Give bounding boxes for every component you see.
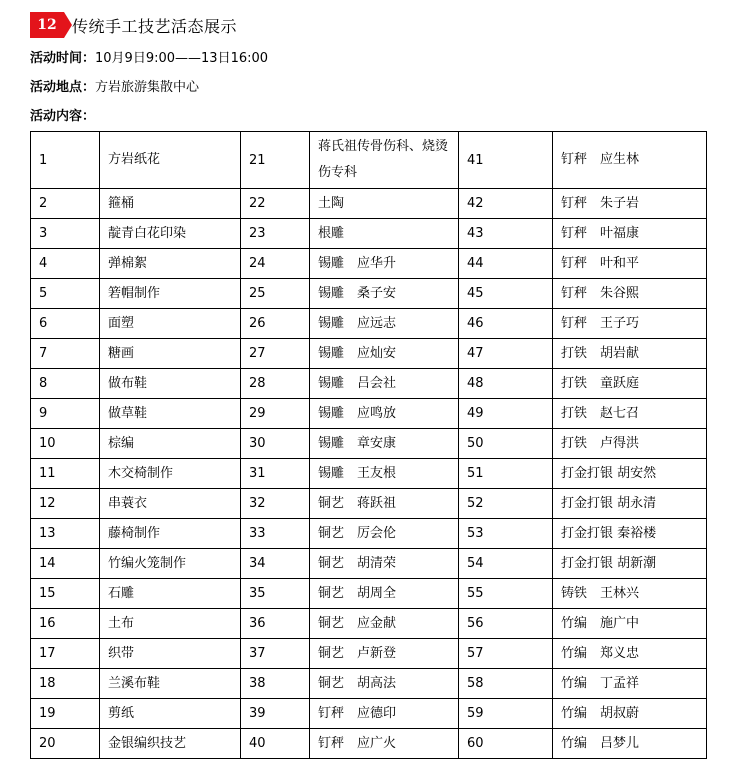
item-number: 55 — [459, 579, 553, 609]
item-number: 29 — [241, 399, 310, 429]
activity-place — [30, 79, 199, 97]
item-number: 2 — [31, 189, 100, 219]
item-name: 锡雕 吕会社 — [310, 369, 459, 399]
item-number: 28 — [241, 369, 310, 399]
item-name: 钉秤 叶福康 — [553, 219, 707, 249]
table-row — [31, 459, 707, 489]
item-number: 33 — [241, 519, 310, 549]
item-name: 箬帽制作 — [100, 279, 241, 309]
item-number: 27 — [241, 339, 310, 369]
table-row — [31, 189, 707, 219]
item-name: 木交椅制作 — [100, 459, 241, 489]
item-name: 钉秤 应生林 — [553, 132, 707, 189]
table-row — [31, 519, 707, 549]
item-name: 铜艺 卢新登 — [310, 639, 459, 669]
item-name: 打金打银 胡新潮 — [553, 549, 707, 579]
item-name: 钉秤 朱子岩 — [553, 189, 707, 219]
item-name: 竹编火笼制作 — [100, 549, 241, 579]
item-number: 6 — [31, 309, 100, 339]
item-name: 钉秤 应德印 — [310, 699, 459, 729]
item-number: 44 — [459, 249, 553, 279]
item-name: 串蓑衣 — [100, 489, 241, 519]
item-name: 打铁 童跃庭 — [553, 369, 707, 399]
activity-content-label: 活动内容： — [30, 109, 96, 124]
item-number: 4 — [31, 249, 100, 279]
table-row — [31, 429, 707, 459]
item-number: 16 — [31, 609, 100, 639]
item-number: 18 — [31, 669, 100, 699]
item-name: 靛青白花印染 — [100, 219, 241, 249]
item-name: 铸铁 王林兴 — [553, 579, 707, 609]
activity-place-label: 活动地点： — [30, 80, 96, 95]
item-name: 打金打银 秦裕楼 — [553, 519, 707, 549]
item-number: 3 — [31, 219, 100, 249]
table-row — [31, 399, 707, 429]
item-name: 弹棉絮 — [100, 249, 241, 279]
item-name: 锡雕 章安康 — [310, 429, 459, 459]
item-number: 38 — [241, 669, 310, 699]
item-name: 钉秤 朱谷熙 — [553, 279, 707, 309]
item-name: 土布 — [100, 609, 241, 639]
item-name: 兰溪布鞋 — [100, 669, 241, 699]
item-name: 钉秤 王子巧 — [553, 309, 707, 339]
item-number: 17 — [31, 639, 100, 669]
item-name: 藤椅制作 — [100, 519, 241, 549]
item-name: 锡雕 应华升 — [310, 249, 459, 279]
item-name: 棕编 — [100, 429, 241, 459]
table-row — [31, 249, 707, 279]
item-name: 钉秤 叶和平 — [553, 249, 707, 279]
item-number: 50 — [459, 429, 553, 459]
item-number: 52 — [459, 489, 553, 519]
item-number: 7 — [31, 339, 100, 369]
table-row — [31, 549, 707, 579]
item-number: 57 — [459, 639, 553, 669]
item-number: 10 — [31, 429, 100, 459]
table-row — [31, 699, 707, 729]
item-number: 42 — [459, 189, 553, 219]
item-name: 打金打银 胡安然 — [553, 459, 707, 489]
section-header — [30, 12, 237, 38]
item-number: 13 — [31, 519, 100, 549]
item-name: 金银编织技艺 — [100, 729, 241, 759]
table-row — [31, 639, 707, 669]
item-number: 47 — [459, 339, 553, 369]
item-number: 45 — [459, 279, 553, 309]
item-number: 34 — [241, 549, 310, 579]
item-name: 竹编 施广中 — [553, 609, 707, 639]
section-number-badge — [30, 12, 72, 38]
item-name: 铜艺 蒋跃祖 — [310, 489, 459, 519]
item-number: 48 — [459, 369, 553, 399]
item-name: 竹编 胡叔蔚 — [553, 699, 707, 729]
item-number: 41 — [459, 132, 553, 189]
item-number: 21 — [241, 132, 310, 189]
item-number: 12 — [31, 489, 100, 519]
item-name: 锡雕 应远志 — [310, 309, 459, 339]
item-number: 54 — [459, 549, 553, 579]
item-name: 打金打银 胡永清 — [553, 489, 707, 519]
item-name: 铜艺 胡周全 — [310, 579, 459, 609]
item-number: 43 — [459, 219, 553, 249]
item-name: 做布鞋 — [100, 369, 241, 399]
item-number: 19 — [31, 699, 100, 729]
item-name: 做草鞋 — [100, 399, 241, 429]
item-name: 锡雕 应鸣放 — [310, 399, 459, 429]
item-number: 46 — [459, 309, 553, 339]
activity-place-value: 方岩旅游集散中心 — [95, 80, 200, 95]
activity-table-body — [31, 132, 707, 759]
item-number: 26 — [241, 309, 310, 339]
item-number: 22 — [241, 189, 310, 219]
item-number: 31 — [241, 459, 310, 489]
item-number: 53 — [459, 519, 553, 549]
item-number: 5 — [31, 279, 100, 309]
item-name: 打铁 胡岩献 — [553, 339, 707, 369]
item-number: 8 — [31, 369, 100, 399]
item-number: 56 — [459, 609, 553, 639]
item-number: 15 — [31, 579, 100, 609]
table-row — [31, 489, 707, 519]
table-row — [31, 729, 707, 759]
item-number: 11 — [31, 459, 100, 489]
item-number: 9 — [31, 399, 100, 429]
item-name: 织带 — [100, 639, 241, 669]
activity-time — [30, 50, 268, 68]
table-row — [31, 279, 707, 309]
item-number: 37 — [241, 639, 310, 669]
table-row — [31, 309, 707, 339]
activity-time-label: 活动时间： — [30, 51, 96, 66]
item-name: 土陶 — [310, 189, 459, 219]
table-row — [31, 132, 707, 189]
item-name: 打铁 卢得洪 — [553, 429, 707, 459]
item-name: 铜艺 胡清荣 — [310, 549, 459, 579]
item-number: 40 — [241, 729, 310, 759]
table-row — [31, 219, 707, 249]
item-number: 32 — [241, 489, 310, 519]
item-name: 竹编 丁孟祥 — [553, 669, 707, 699]
item-name: 剪纸 — [100, 699, 241, 729]
item-number: 14 — [31, 549, 100, 579]
item-name: 蒋氏祖传骨伤科、烧烫伤专科 — [310, 132, 459, 189]
activity-table — [30, 131, 707, 759]
item-name: 铜艺 厉会伦 — [310, 519, 459, 549]
item-number: 25 — [241, 279, 310, 309]
table-row — [31, 369, 707, 399]
item-number: 49 — [459, 399, 553, 429]
item-number: 24 — [241, 249, 310, 279]
item-number: 59 — [459, 699, 553, 729]
activity-content — [30, 108, 95, 126]
item-name: 面塑 — [100, 309, 241, 339]
table-row — [31, 669, 707, 699]
item-name: 钉秤 应广火 — [310, 729, 459, 759]
item-name: 锡雕 王友根 — [310, 459, 459, 489]
page-title: 传统手工技艺活态展示 — [72, 16, 238, 36]
item-number: 39 — [241, 699, 310, 729]
item-number: 58 — [459, 669, 553, 699]
item-number: 20 — [31, 729, 100, 759]
item-name: 方岩纸花 — [100, 132, 241, 189]
item-number: 23 — [241, 219, 310, 249]
item-name: 锡雕 桑子安 — [310, 279, 459, 309]
item-name: 铜艺 胡高法 — [310, 669, 459, 699]
table-row — [31, 609, 707, 639]
item-name: 竹编 吕梦儿 — [553, 729, 707, 759]
item-name: 根雕 — [310, 219, 459, 249]
item-name: 糖画 — [100, 339, 241, 369]
table-row — [31, 579, 707, 609]
item-name: 箍桶 — [100, 189, 241, 219]
item-number: 1 — [31, 132, 100, 189]
item-name: 打铁 赵七召 — [553, 399, 707, 429]
item-number: 35 — [241, 579, 310, 609]
activity-time-value: 10月9日9:00——13日16:00 — [95, 51, 269, 66]
item-name: 石雕 — [100, 579, 241, 609]
item-number: 51 — [459, 459, 553, 489]
item-name: 锡雕 应灿安 — [310, 339, 459, 369]
item-number: 60 — [459, 729, 553, 759]
item-number: 36 — [241, 609, 310, 639]
table-row — [31, 339, 707, 369]
item-name: 竹编 郑义忠 — [553, 639, 707, 669]
item-name: 铜艺 应金献 — [310, 609, 459, 639]
section-number: 12 — [37, 17, 57, 33]
item-number: 30 — [241, 429, 310, 459]
